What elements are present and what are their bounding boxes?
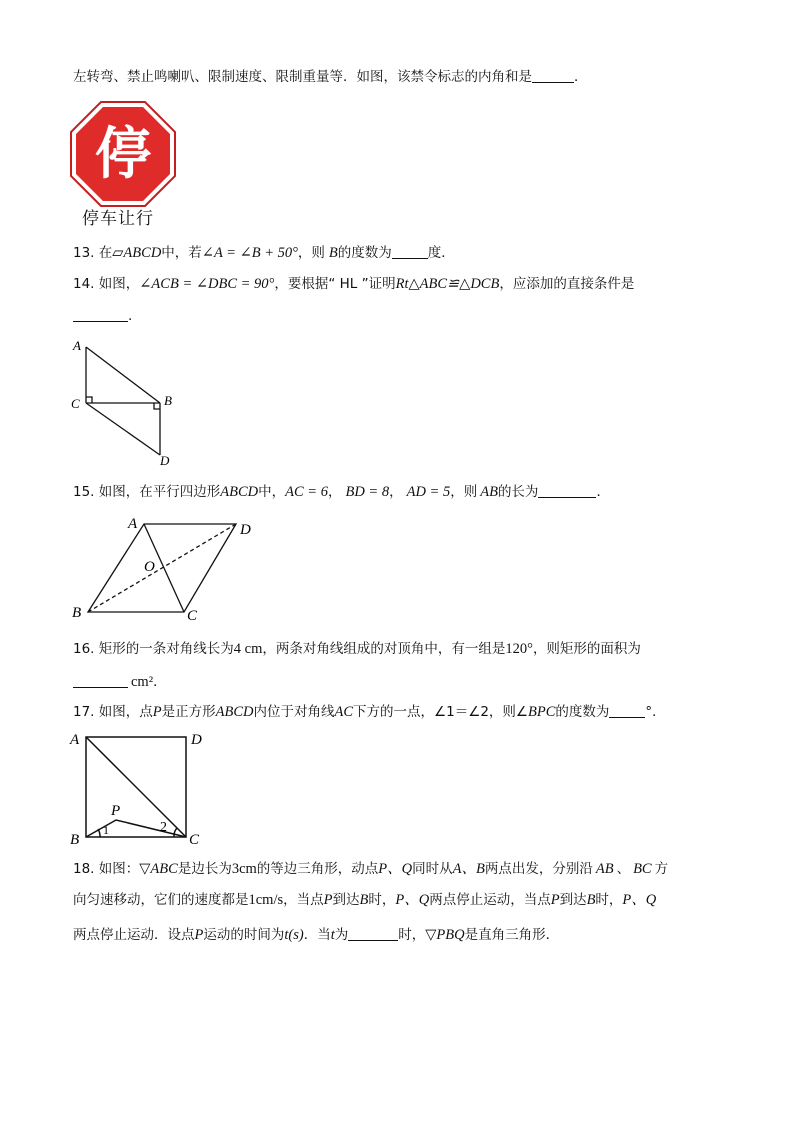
q17-line: 17. 如图，点P是正方形ABCD内位于对角线AC下方的一点，∠1＝∠2，则∠BPC的度数为 °．: [73, 704, 666, 720]
diagonal-ac: [86, 737, 186, 837]
stop-sign-figure: [70, 101, 176, 207]
label-b: B: [164, 393, 172, 408]
label-angle-1: 1: [103, 823, 109, 837]
q14-line-2: .: [73, 306, 132, 326]
q17-figure: [66, 727, 216, 849]
q18-line-1: 18. 如图：▽ABC是边长为3cm的等边三角形，动点P、Q同时从A、B两点出发，分别沿 AB 、 BC 方: [73, 861, 669, 877]
sign-caption: 停车让行: [82, 209, 154, 229]
right-angle-c: [86, 397, 92, 403]
q14-line: 14. 如图，∠ACB = ∠DBC = 90°，要根据“ HL ”证明Rt△ABC≌△DCB，应添加的直接条件是: [73, 276, 635, 292]
label-d: D: [160, 453, 170, 468]
label-a: A: [128, 516, 138, 532]
q12-line: 左转弯、禁止鸣喇叭、限制速度、限制重量等．如图，该禁令标志的内角和是 ．: [73, 69, 588, 85]
q18-line-3: 两点停止运动．设点P运动的时间为t(s)．当t为 时，▽PBQ是直角三角形．: [73, 927, 560, 943]
q16-line-2: cm²．: [73, 672, 167, 692]
label-a: A: [70, 732, 80, 748]
q13-line: 13. 在▱ABCD中，若∠A = ∠B + 50°，则 B的度数为 度．: [73, 245, 455, 261]
label-b: B: [72, 605, 82, 621]
angle-2-arc: [174, 828, 177, 837]
q18-line-2: 向匀速移动，它们的速度都是1cm/s，当点P到达B时，P、Q两点停止运动，当点P到达B时，P、Q: [73, 892, 657, 908]
answer-blank: [348, 926, 398, 941]
answer-blank: [73, 307, 128, 322]
answer-blank: [532, 68, 574, 83]
angle-1-arc: [98, 829, 100, 837]
label-c: C: [189, 832, 200, 848]
label-d: D: [240, 522, 251, 538]
label-angle-2: 2: [160, 820, 167, 835]
diagonal-bd: [88, 524, 236, 612]
segment-cd: [86, 403, 160, 455]
right-angle-b: [154, 403, 160, 409]
answer-blank: [392, 244, 428, 259]
answer-blank: [609, 703, 645, 718]
answer-blank: [73, 673, 128, 688]
label-c: C: [71, 396, 80, 411]
answer-blank: [538, 483, 596, 498]
label-p: P: [111, 803, 121, 819]
label-d: D: [191, 732, 202, 748]
q15-figure: [66, 514, 266, 622]
segment-ab: [86, 347, 160, 403]
q14-figure: [66, 335, 186, 470]
label-a: A: [73, 338, 81, 353]
label-c: C: [187, 608, 198, 622]
q16-line: 16. 矩形的一条对角线长为4 cm，两条对角线组成的对顶角中，有一组是120°，则矩形的面积为: [73, 641, 641, 657]
label-b: B: [70, 832, 80, 848]
label-o: O: [144, 559, 155, 575]
stop-sign-glyph: 停: [95, 122, 151, 187]
q15-line: 15. 如图，在平行四边形ABCD中，AC = 6， BD = 8， AD = 5，则 AB的长为 ．: [73, 484, 610, 500]
